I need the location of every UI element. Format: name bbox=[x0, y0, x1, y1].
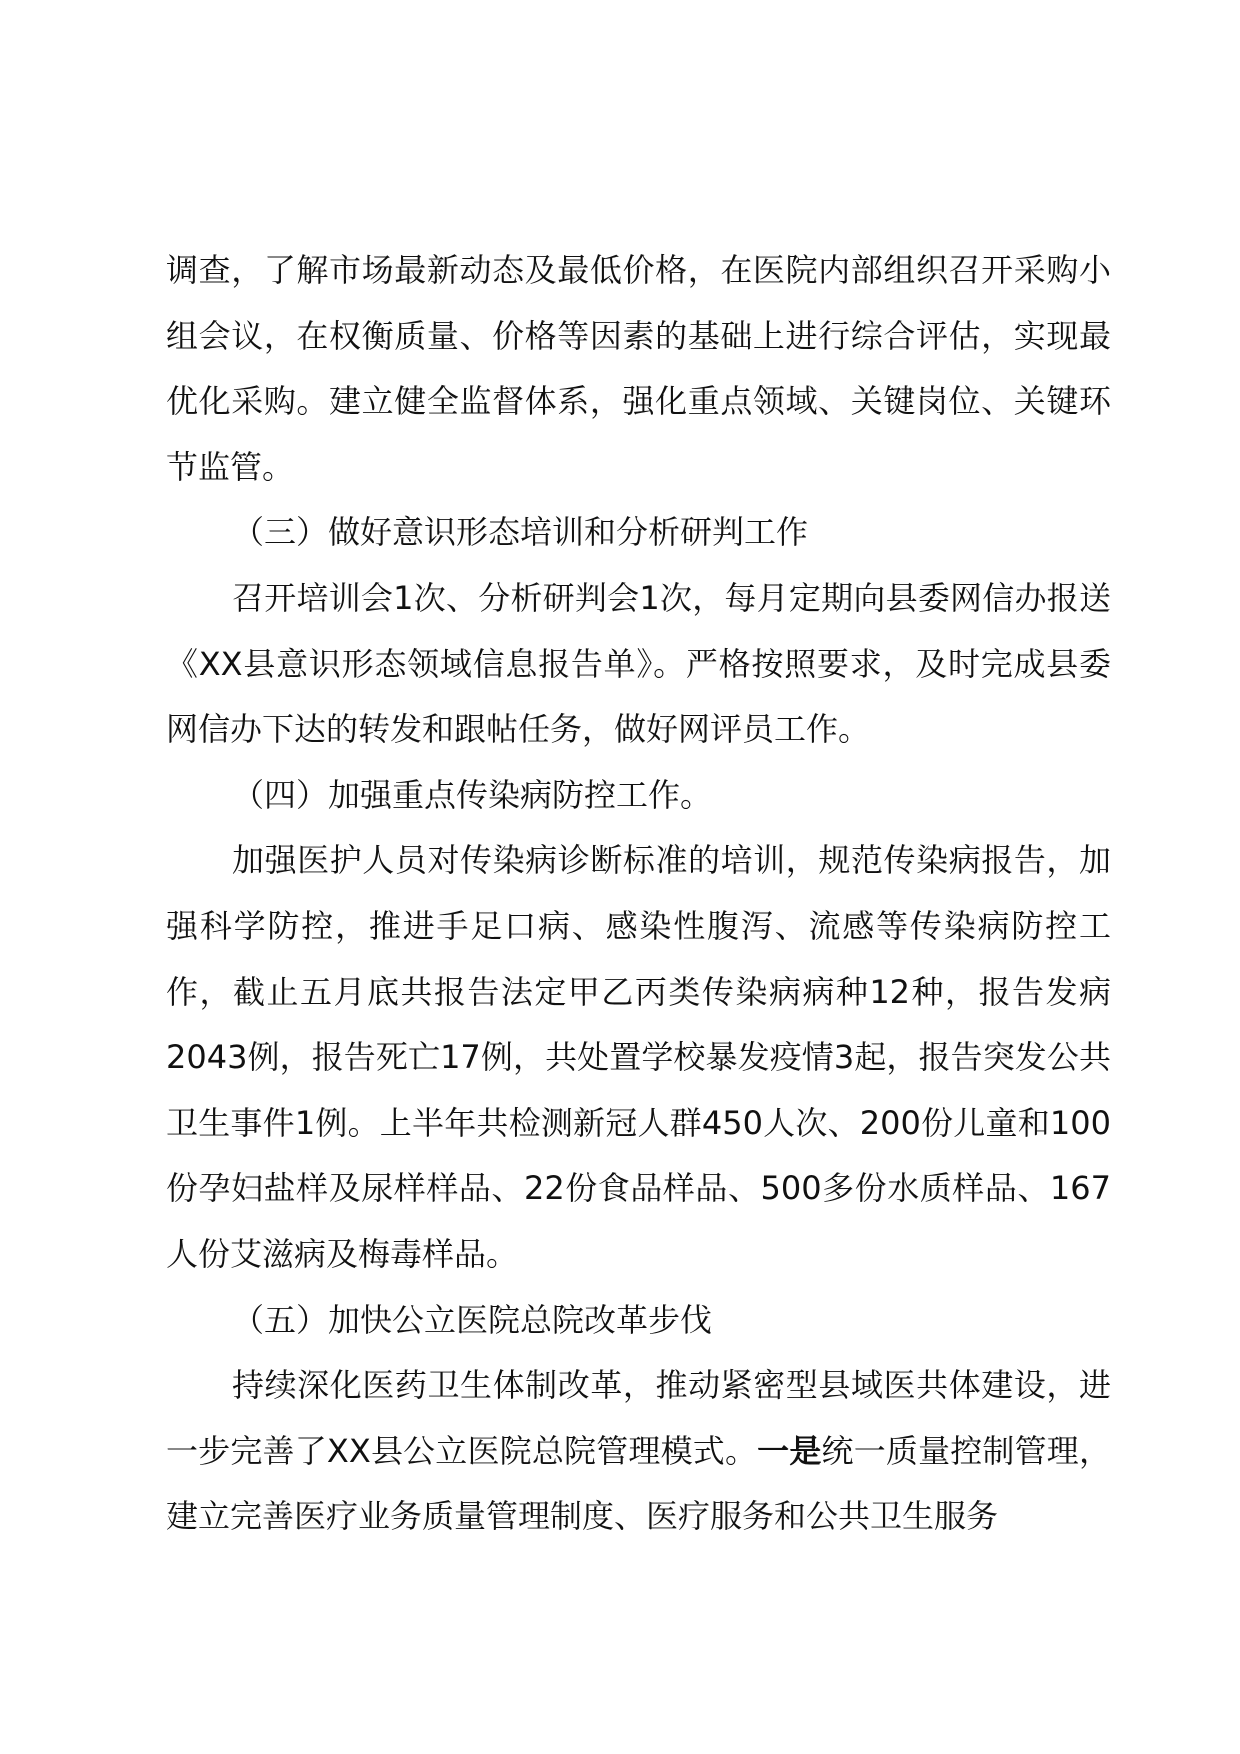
reform-text-after: 统一质量控制管理，建立完善医疗业务质量管理制度、医疗服务和公共卫生服务 bbox=[166, 1431, 1111, 1536]
paragraph-ideology-training: 召开培训会1次、分析研判会1次，每月定期向县委网信办报送《XX县意识形态领域信息报告单》。严格按照要求，及时完成县委网信办下达的转发和跟帖任务，做好网评员工作。 bbox=[166, 578, 1111, 749]
paragraph-infectious-disease: 加强医护人员对传染病诊断标准的培训，规范传染病报告，加强科学防控，推进手足口病、感染性腹泻、流感等传染病防控工作，截止五月底共报告法定甲乙丙类传染病病种12种，报告发病2043例，报告死亡17例，共处置学校暴发疫情3起，报告突发公共卫生事件1例。上半年共检测新冠人群450人次、200份儿童和100份孕妇盐样及尿样样品、22份食品样品、500多份水质样品、167人份艾滋病及梅毒样品。 bbox=[166, 841, 1111, 1273]
document-body bbox=[166, 238, 1111, 1550]
reform-bold-marker: 一是 bbox=[757, 1431, 822, 1470]
section-heading-ideology-training: （三）做好意识形态培训和分析研判工作 bbox=[232, 513, 809, 552]
section-heading-infectious-disease: （四）加强重点传染病防控工作。 bbox=[232, 775, 713, 814]
section-heading-hospital-reform: （五）加快公立医院总院改革步伐 bbox=[232, 1300, 713, 1339]
reform-text-before: 持续深化医药卫生体制改革，推动紧密型县域医共体建设，进一步完善了XX县公立医院总院管理模式。 bbox=[166, 1366, 1111, 1470]
paragraph-procurement-continued: 调查，了解市场最新动态及最低价格，在医院内部组织召开采购小组会议，在权衡质量、价格等因素的基础上进行综合评估，实现最优化采购。建立健全监督体系，强化重点领域、关键岗位、关键环节监管。 bbox=[166, 251, 1111, 486]
paragraph-hospital-reform bbox=[166, 1353, 1111, 1550]
